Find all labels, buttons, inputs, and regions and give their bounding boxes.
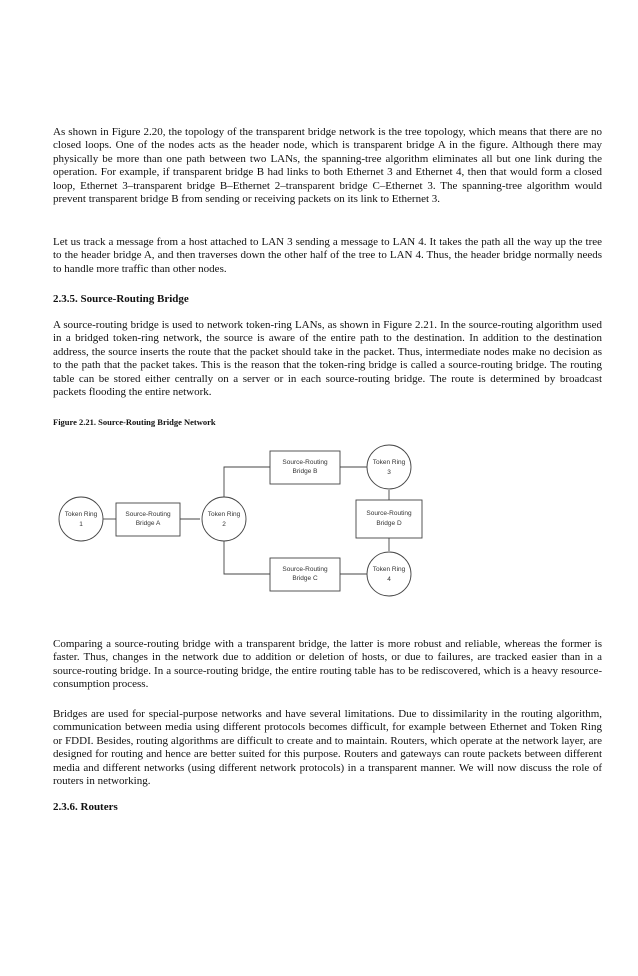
node-label: Source-Routing xyxy=(282,459,328,466)
node-label: Token Ring xyxy=(207,511,241,518)
link-tr2-bridgeC xyxy=(224,541,270,574)
token-ring-4-node xyxy=(367,552,411,596)
paragraph-lan-message-tracking: Let us track a message from a host attached to LAN 3 sending a message to LAN 4. It takes the path all the way up the tree to the header bridge A, and then traverses down the other half of the tree to LAN 4. Thus, the header bridge normally needs to handle more traffic than other nodes. xyxy=(53,236,602,275)
node-label: 4 xyxy=(387,576,391,583)
node-label: 1 xyxy=(79,521,83,528)
token-ring-3-node xyxy=(367,445,411,489)
paragraph-bridge-comparison: Comparing a source-routing bridge with a transparent bridge, the latter is more robust and reliable, whereas the former is faster. Thus, changes in the network due to addition or deletion of hosts, or due to failures, are tracked easier than in a source-routing bridge. In a source-routing bridge, the entire routing table has to be rediscovered, which is a heavy resource-consumption process. xyxy=(53,638,602,691)
source-routing-bridge-a-node xyxy=(116,503,180,536)
token-ring-1-node xyxy=(59,497,103,541)
figure-caption: Figure 2.21. Source-Routing Bridge Network xyxy=(53,417,216,427)
node-label: Bridge A xyxy=(135,520,161,527)
node-label: 2 xyxy=(222,521,226,528)
source-routing-bridge-c-node xyxy=(270,558,340,591)
node-label: Bridge B xyxy=(292,468,318,475)
section-heading-routers: 2.3.6. Routers xyxy=(53,801,118,813)
link-tr2-bridgeB xyxy=(224,467,270,497)
node-label: Source-Routing xyxy=(282,566,328,573)
paragraph-transparent-bridge-topology: As shown in Figure 2.20, the topology of the transparent bridge network is the tree topology, which means that there are no closed loops. One of the nodes acts as the header node, which is transparent bridge A in the figure. Although there may physically be more than one path between two LANs, the spanning-tree algorithm eliminates all but one link during the operation. For example, if transparent bridge B had links to both Ethernet 3 and Ethernet 4, then that would form a closed loop, Ethernet 3–transparent bridge B–Ethernet 2–transparent bridge C–Ethernet 3. The spanning-tree algorithm would prevent transparent bridge B from sending or receiving packets on its link to Ethernet 3. xyxy=(53,126,602,206)
token-ring-2-node xyxy=(202,497,246,541)
source-routing-bridge-d-node xyxy=(356,500,422,538)
paragraph-source-routing-bridge: A source-routing bridge is used to network token-ring LANs, as shown in Figure 2.21. In the source-routing algorithm used in a bridged token-ring network, the source is aware of the entire path to the destination. In addition to the destination address, the source inserts the route that the packet should take in the packet. Thus, intermediate nodes make no decision as to the path that the packet takes. This is the reason that the token-ring bridge is called a source-routing bridge. The routing table can be stored either centrally on a server or in each source-routing bridge. The route is determined by broadcast packets flooding the entire network. xyxy=(53,319,602,399)
node-label: 3 xyxy=(387,469,391,476)
section-heading-source-routing-bridge: 2.3.5. Source-Routing Bridge xyxy=(53,293,189,305)
node-label: Token Ring xyxy=(372,566,406,573)
source-routing-bridge-b-node xyxy=(270,451,340,484)
node-label: Token Ring xyxy=(372,459,406,466)
node-label: Token Ring xyxy=(64,511,98,518)
paragraph-bridge-limitations: Bridges are used for special-purpose networks and have several limitations. Due to dissimilarity in the routing algorithm, communication between media using different protocols becomes difficult, for example between Ethernet and Token Ring or FDDI. Besides, routing algorithms are difficult to create and to maintain. Routers, which operate at the network layer, are designed for routing and hence are better suited for this purpose. Routers and gateways can route packets between different media and different networks (using different network protocols) in a transparent manner. We will now discuss the role of routers in networking. xyxy=(53,708,602,788)
node-label: Bridge D xyxy=(376,520,402,527)
node-label: Bridge C xyxy=(292,575,318,582)
node-label: Source-Routing xyxy=(125,511,171,518)
node-label: Source-Routing xyxy=(366,510,412,517)
